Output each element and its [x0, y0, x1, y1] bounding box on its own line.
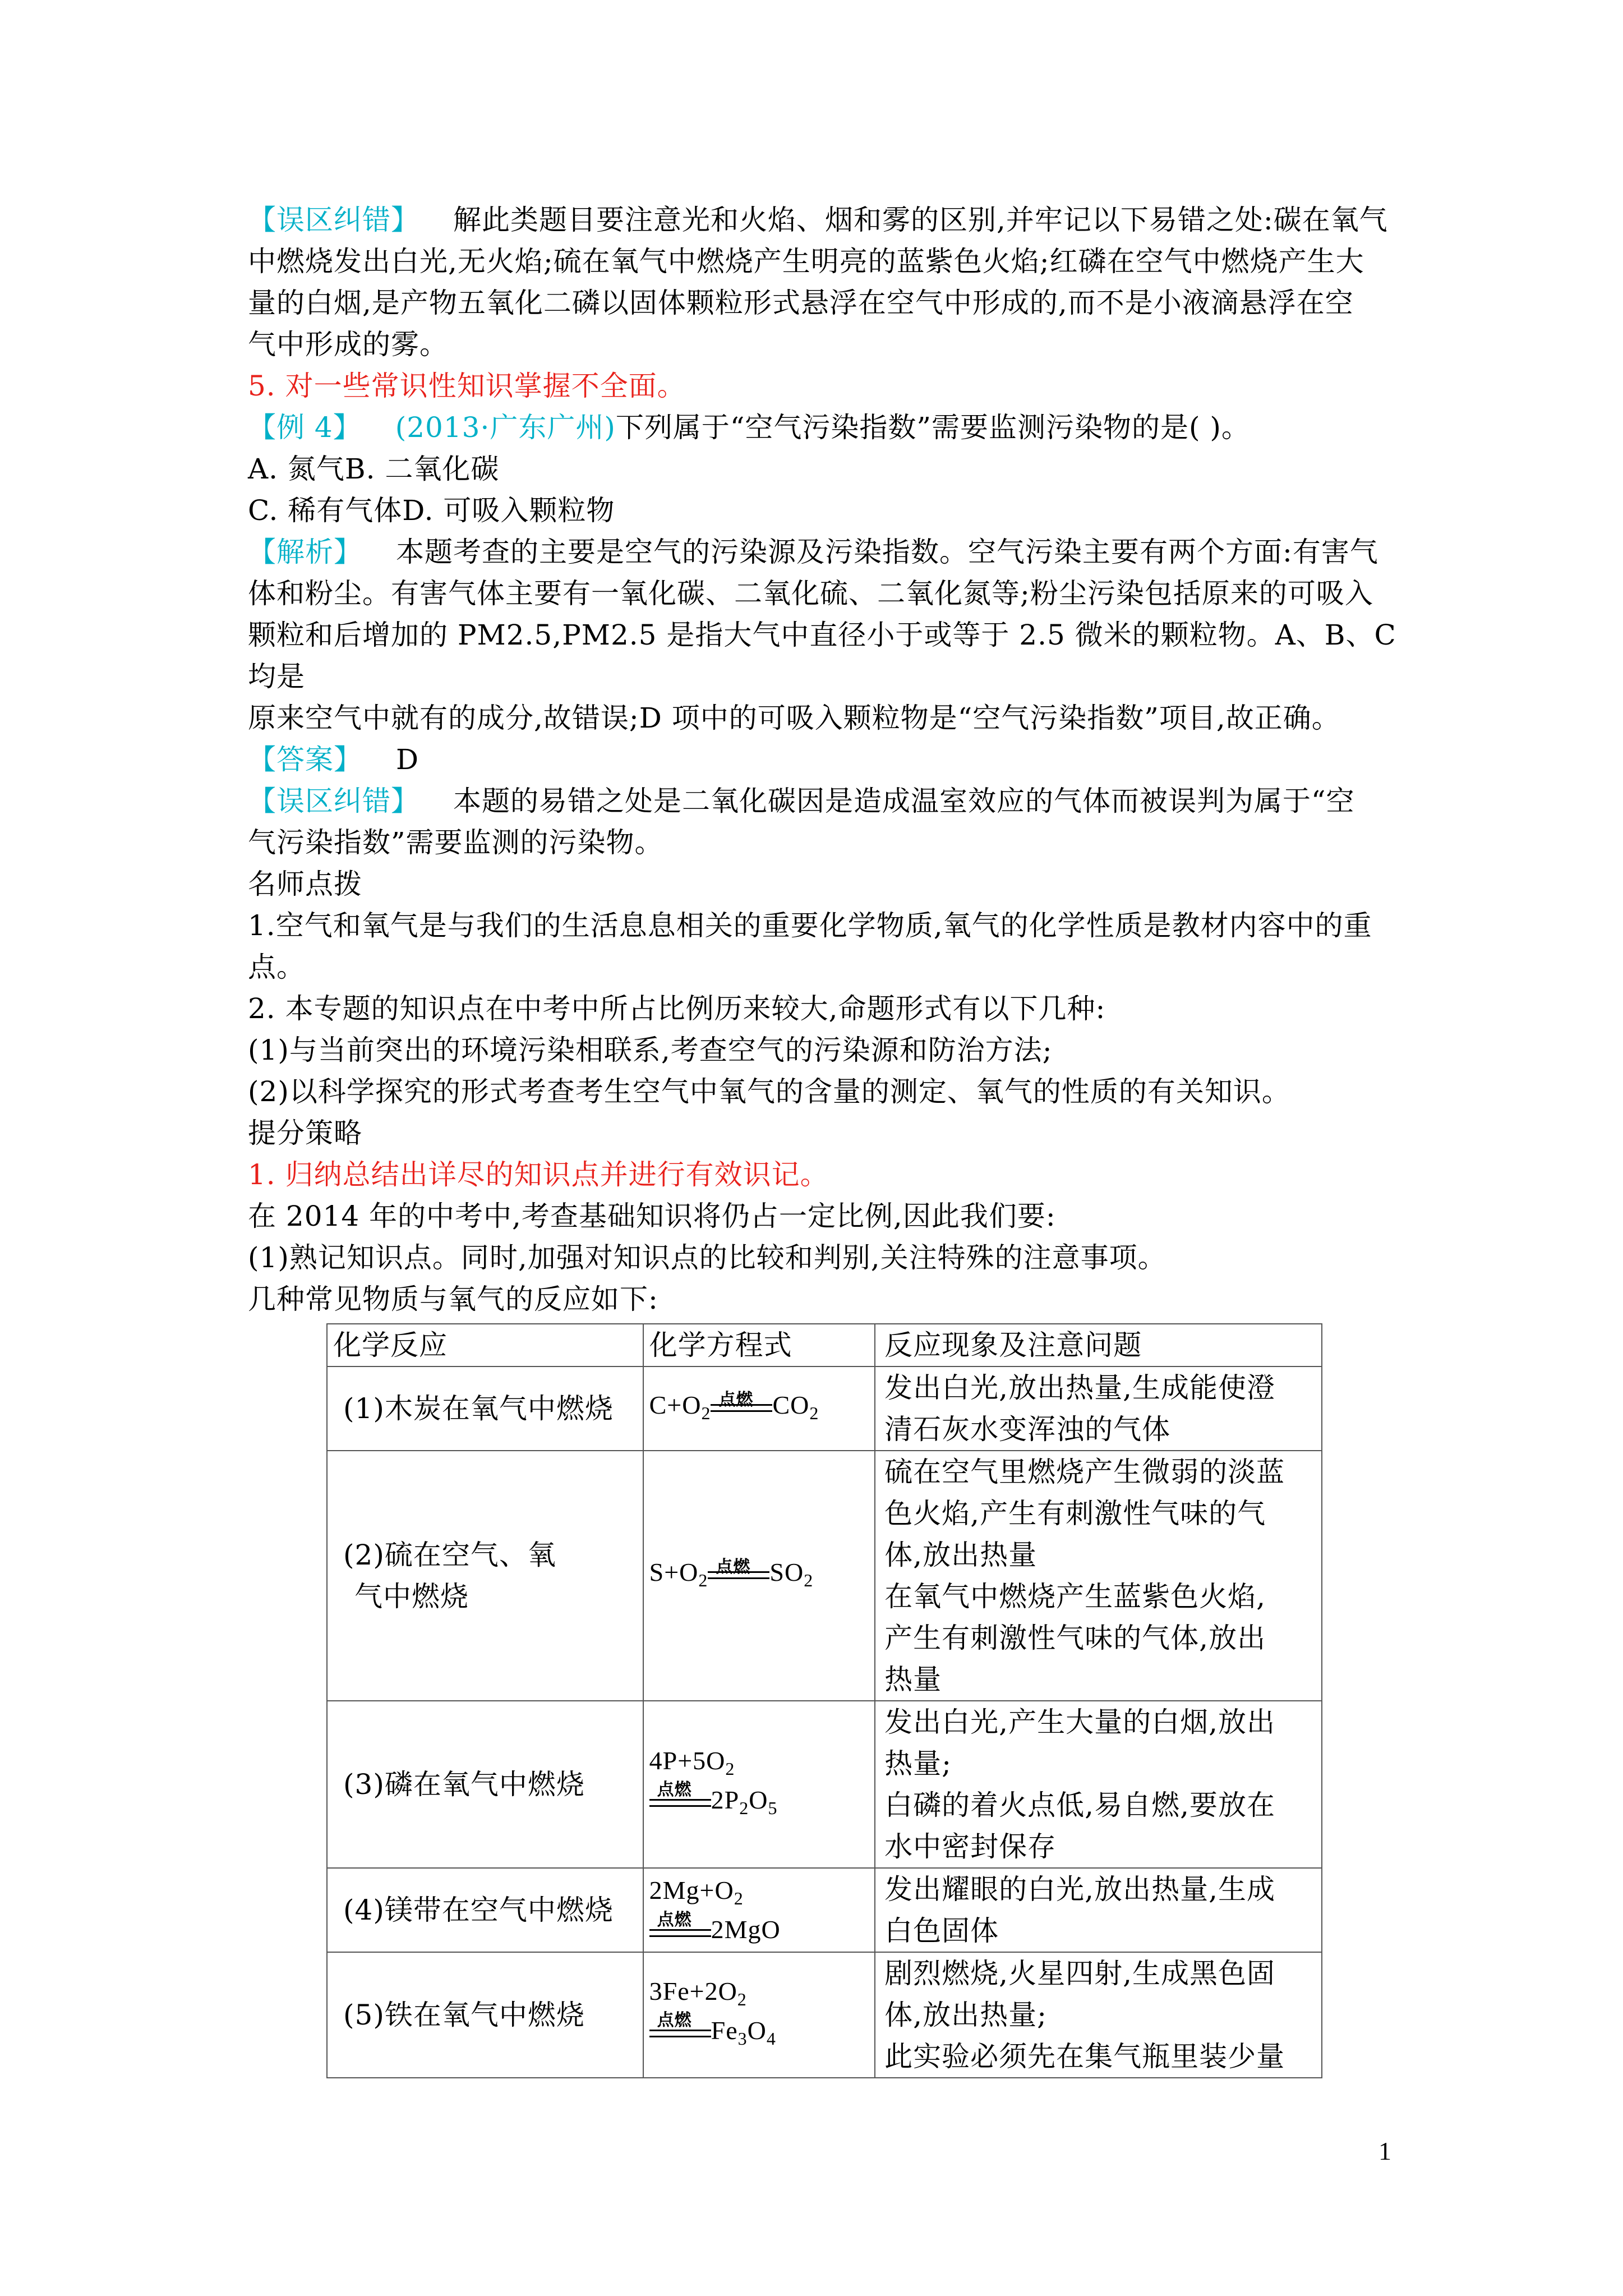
- table-row: [327, 1451, 1322, 1701]
- reaction-cell: (4)镁带在空气中燃烧: [327, 1868, 643, 1952]
- paragraph-line: 原来空气中就有的成分,故错误;D 项中的可吸入颗粒物是“空气污染指数”项目,故正确。: [248, 702, 1340, 734]
- mistake-tag: 【误区纠错】: [248, 204, 419, 236]
- reaction-cell: (3)磷在氧气中燃烧: [327, 1701, 643, 1868]
- reaction-cell: (1)木炭在氧气中燃烧: [327, 1366, 643, 1451]
- paragraph-line: 1.空气和氧气是与我们的生活息息相关的重要化学物质,氧气的化学性质是教材内容中的重: [248, 909, 1372, 942]
- paragraph-line: 中燃烧发出白光,无火焰;硫在氧气中燃烧产生明亮的蓝紫色火焰;红磷在空气中燃烧产生大: [248, 245, 1364, 278]
- example-question: 【例 4】 (2013·广东广州)下列属于“空气污染指数”需要监测污染物的是( )。: [248, 411, 1250, 444]
- options-ab: A. 氮气B. 二氧化碳: [248, 453, 500, 485]
- section-heading: 5. 对一些常识性知识掌握不全面。: [248, 370, 686, 402]
- options-cd: C. 稀有气体D. 可吸入颗粒物: [248, 494, 615, 527]
- table-header: 化学方程式: [643, 1324, 875, 1366]
- paragraph-line: 气污染指数”需要监测的污染物。: [248, 826, 663, 859]
- paragraph-line: 2. 本专题的知识点在中考中所占比例历来较大,命题形式有以下几种:: [248, 992, 1106, 1025]
- reaction-table: [326, 1323, 1322, 2078]
- paragraph-line: 体和粉尘。有害气体主要有一氧化碳、二氧化硫、二氧化氮等;粉尘污染包括原来的可吸入: [248, 577, 1373, 610]
- table-row: [327, 1366, 1322, 1451]
- phenomena-cell: 发出耀眼的白光,放出热量,生成 白色固体: [875, 1868, 1322, 1952]
- paragraph: 【误区纠错】 解此类题目要注意光和火焰、烟和雾的区别,并牢记以下易错之处:碳在氧气: [248, 204, 1388, 236]
- mistake-note: 【误区纠错】 本题的易错之处是二氧化碳因是造成温室效应的气体而被误判为属于“空: [248, 785, 1355, 817]
- section-title: 提分策略: [248, 1117, 362, 1149]
- section-heading: 1. 归纳总结出详尽的知识点并进行有效识记。: [248, 1158, 829, 1191]
- reaction-arrow: 点燃: [708, 1563, 769, 1586]
- document-body: [248, 199, 1403, 2078]
- paragraph-line: (1)与当前突出的环境污染相联系,考查空气的污染源和防治方法;: [248, 1034, 1053, 1066]
- table-row: [327, 1701, 1322, 1868]
- example-source: (2013·广东广州): [395, 411, 616, 444]
- paragraph-line: 量的白烟,是产物五氧化二磷以固体颗粒形式悬浮在空气中形成的,而不是小液滴悬浮在空: [248, 287, 1354, 319]
- equation-cell: $S+O_2$ 点燃 $SO_2$: [643, 1451, 875, 1701]
- paragraph-line: (2)以科学探究的形式考查考生空气中氧气的含量的测定、氧气的性质的有关知识。: [248, 1075, 1290, 1108]
- analysis-tag: 【解析】: [248, 536, 362, 568]
- mistake-tag: 【误区纠错】: [248, 785, 419, 817]
- phenomena-cell: 剧烈燃烧,火星四射,生成黑色固 体,放出热量; 此实验必须先在集气瓶里装少量: [875, 1952, 1322, 2078]
- table-row: [327, 1868, 1322, 1952]
- reaction-arrow: 点燃: [649, 2022, 711, 2044]
- section-title: 名师点拨: [248, 868, 362, 900]
- table-header: 反应现象及注意问题: [875, 1324, 1322, 1366]
- answer-tag: 【答案】: [248, 743, 362, 776]
- analysis: 【解析】 本题考查的主要是空气的污染源及污染指数。空气污染主要有两个方面:有害气: [248, 536, 1378, 568]
- equation-cell: $2Mg+O_2$ 点燃 2MgO: [643, 1868, 875, 1952]
- phenomena-cell: 硫在空气里燃烧产生微弱的淡蓝 色火焰,产生有刺激性气味的气 体,放出热量 在氧气中燃烧产生蓝紫色火焰, 产生有刺激性气味的气体,放出 热量: [875, 1451, 1322, 1701]
- paragraph-line: 在 2014 年的中考中,考查基础知识将仍占一定比例,因此我们要:: [248, 1200, 1056, 1232]
- equation-cell: $4P+5O_2$ 点燃 $2P_2O_5$: [643, 1701, 875, 1868]
- table-row: [327, 1952, 1322, 2078]
- reaction-arrow: 点燃: [711, 1396, 772, 1419]
- paragraph-line: 几种常见物质与氧气的反应如下:: [248, 1283, 658, 1315]
- answer: 【答案】 D: [248, 743, 419, 776]
- paragraph-line: 点。: [248, 951, 305, 983]
- equation-cell: $C+O_2$ 点燃 $CO_2$: [643, 1366, 875, 1451]
- phenomena-cell: 发出白光,放出热量,生成能使澄 清石灰水变浑浊的气体: [875, 1366, 1322, 1451]
- reaction-arrow: 点燃: [649, 1921, 711, 1944]
- example-tag: 【例 4】: [248, 411, 362, 444]
- equation-cell: $3Fe+2O_2$ 点燃 $Fe_3O_4$: [643, 1952, 875, 2078]
- phenomena-cell: 发出白光,产生大量的白烟,放出 热量; 白磷的着火点低,易自燃,要放在 水中密封保存: [875, 1701, 1322, 1868]
- paragraph-line: 颗粒和后增加的 PM2.5,PM2.5 是指大气中直径小于或等于 2.5 微米的颗粒物。A、B、C 均是: [248, 619, 1396, 693]
- reaction-cell: (2)硫在空气、氧 气中燃烧: [327, 1451, 643, 1701]
- reaction-arrow: 点燃: [649, 1791, 711, 1814]
- page-number: 1: [1378, 2137, 1391, 2165]
- paragraph-line: (1)熟记知识点。同时,加强对知识点的比较和判别,关注特殊的注意事项。: [248, 1241, 1166, 1274]
- paragraph-line: 气中形成的雾。: [248, 328, 448, 361]
- table-header-row: [327, 1324, 1322, 1366]
- reaction-cell: (5)铁在氧气中燃烧: [327, 1952, 643, 2078]
- table-header: 化学反应: [327, 1324, 643, 1366]
